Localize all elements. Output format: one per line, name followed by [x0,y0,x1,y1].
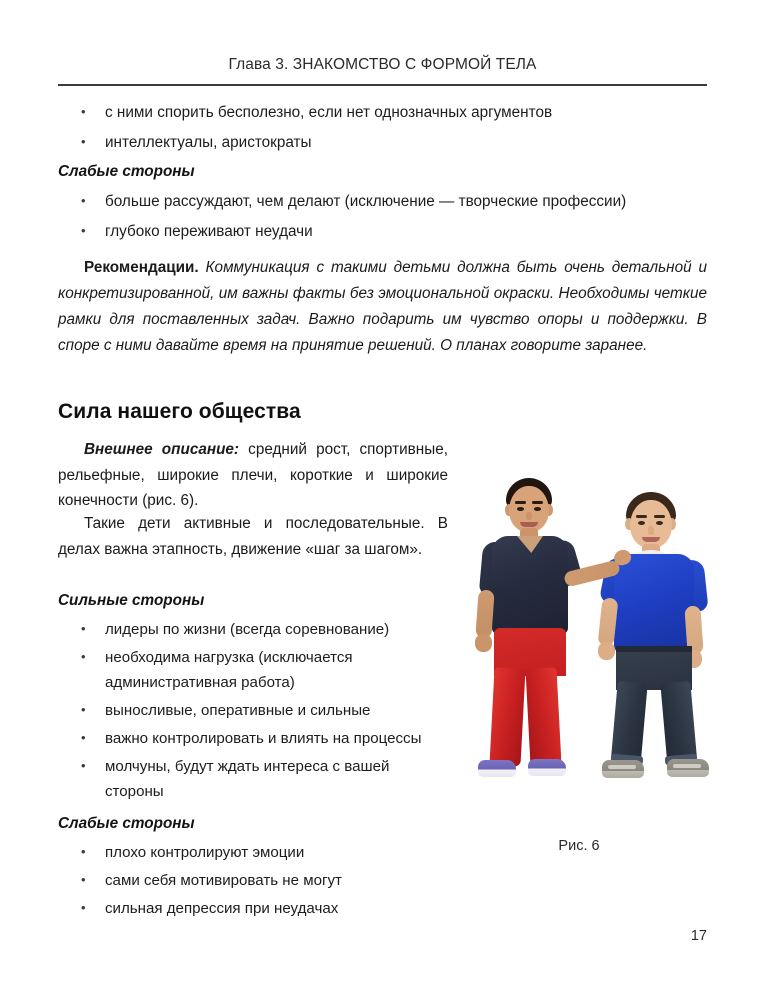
figure-caption: Рис. 6 [558,838,600,854]
recommendation-paragraph [58,255,707,359]
strong-sides-list [58,617,448,804]
weak-sides-list-1 [58,189,707,244]
left-boy-brow-right [532,501,543,504]
running-head: Глава 3. ЗНАКОМСТВО С ФОРМОЙ ТЕЛА [228,56,537,73]
external-description-paragraph [58,437,448,514]
section-title-block [58,399,707,425]
recommendation-body: Коммуникация с такими детьми должна быть очень детальной и конкретизированной, им важны факты без эмоциональной окраски. Необходимы четкие рамки для поставленных задач. Важно подарить им чувство опоры и поддержки. В споре с ними давайте время на принятие решений. О планах говорите заранее. [58,259,707,354]
left-boy-leg-left [489,667,525,766]
bullet-list-continued [58,100,707,155]
right-boy-blue-tshirt [614,554,694,652]
list-item: • сильная депрессия при неудачах [58,896,448,921]
figure-6 [448,462,710,802]
right-boy-eye-left [638,521,645,525]
weak-sides-block-1 [58,161,707,248]
recommendation-block [58,255,707,359]
continued-bullet-list-block [58,100,707,159]
left-boy-sneaker-right [528,759,566,776]
weak-sides-heading-2: Слабые стороны [58,815,195,832]
right-boy-sneaker-right [667,759,709,777]
right-boy-mouth [642,537,660,542]
page-number: 17 [690,928,707,944]
list-item: • глубоко переживают неудачи [58,219,707,245]
right-boy-nose [648,526,654,535]
left-boy-hand-left [475,634,492,652]
photo-two-boys [448,462,710,802]
header-divider [58,84,707,86]
external-description-block [58,437,448,514]
right-boy-waistband [616,646,692,652]
left-boy-eye-right [534,507,541,511]
right-boy-hand-left [598,642,615,660]
second-paragraph: Такие дети активные и последовательные. В делах важна этапность, движение «шаг за шагом». [58,515,448,558]
external-description-label: Внешнее описание: [84,441,240,458]
left-boy-mouth [520,522,538,527]
right-boy-shoe-strap-right [673,764,701,768]
external-description-text: средний рост, спортивные, рельефные, широкие плечи, короткие и широкие конечности (рис. 6). [58,441,448,509]
left-boy-brow-left [515,501,526,504]
list-item: • молчуны, будут ждать интереса с вашей стороны [58,754,448,804]
list-item: • плохо контролируют эмоции [58,840,448,865]
list-item: • интеллектуалы, аристократы [58,130,707,156]
left-boy-sneaker-left [478,760,516,777]
left-boy-eye-left [517,507,524,511]
list-item: • больше рассуждают, чем делают (исключение — творческие профессии) [58,189,707,215]
weak-sides-heading: Слабые стороны [58,163,195,180]
left-boy-nose [526,512,532,520]
second-paragraph-block [58,511,448,562]
list-item: • с ними спорить бесполезно, если нет однозначных аргументов [58,100,707,126]
page-title: Сила нашего общества [58,400,301,423]
list-item: • выносливые, оперативные и сильные [58,698,448,723]
right-boy-shoe-strap-left [608,765,636,769]
weak-sides-list-2 [58,840,448,921]
right-boy-sneaker-left [602,760,644,778]
recommendation-lead: Рекомендации. [84,259,199,276]
list-item: • необходима нагрузка (исключается административная работа) [58,645,448,695]
strong-sides-heading: Сильные стороны [58,592,205,609]
strong-sides-block [58,590,448,807]
weak-sides-block-2 [58,813,448,924]
list-item: • лидеры по жизни (всегда соревнование) [58,617,448,642]
right-boy-eye-right [656,521,663,525]
list-item: • важно контролировать и влиять на процессы [58,726,448,751]
right-boy-brow-right [654,515,665,518]
right-boy-brow-left [636,515,647,518]
left-boy-leg-right [525,667,561,766]
list-item: • сами себя мотивировать не могут [58,868,448,893]
left-boy-forearm-left [475,590,494,639]
